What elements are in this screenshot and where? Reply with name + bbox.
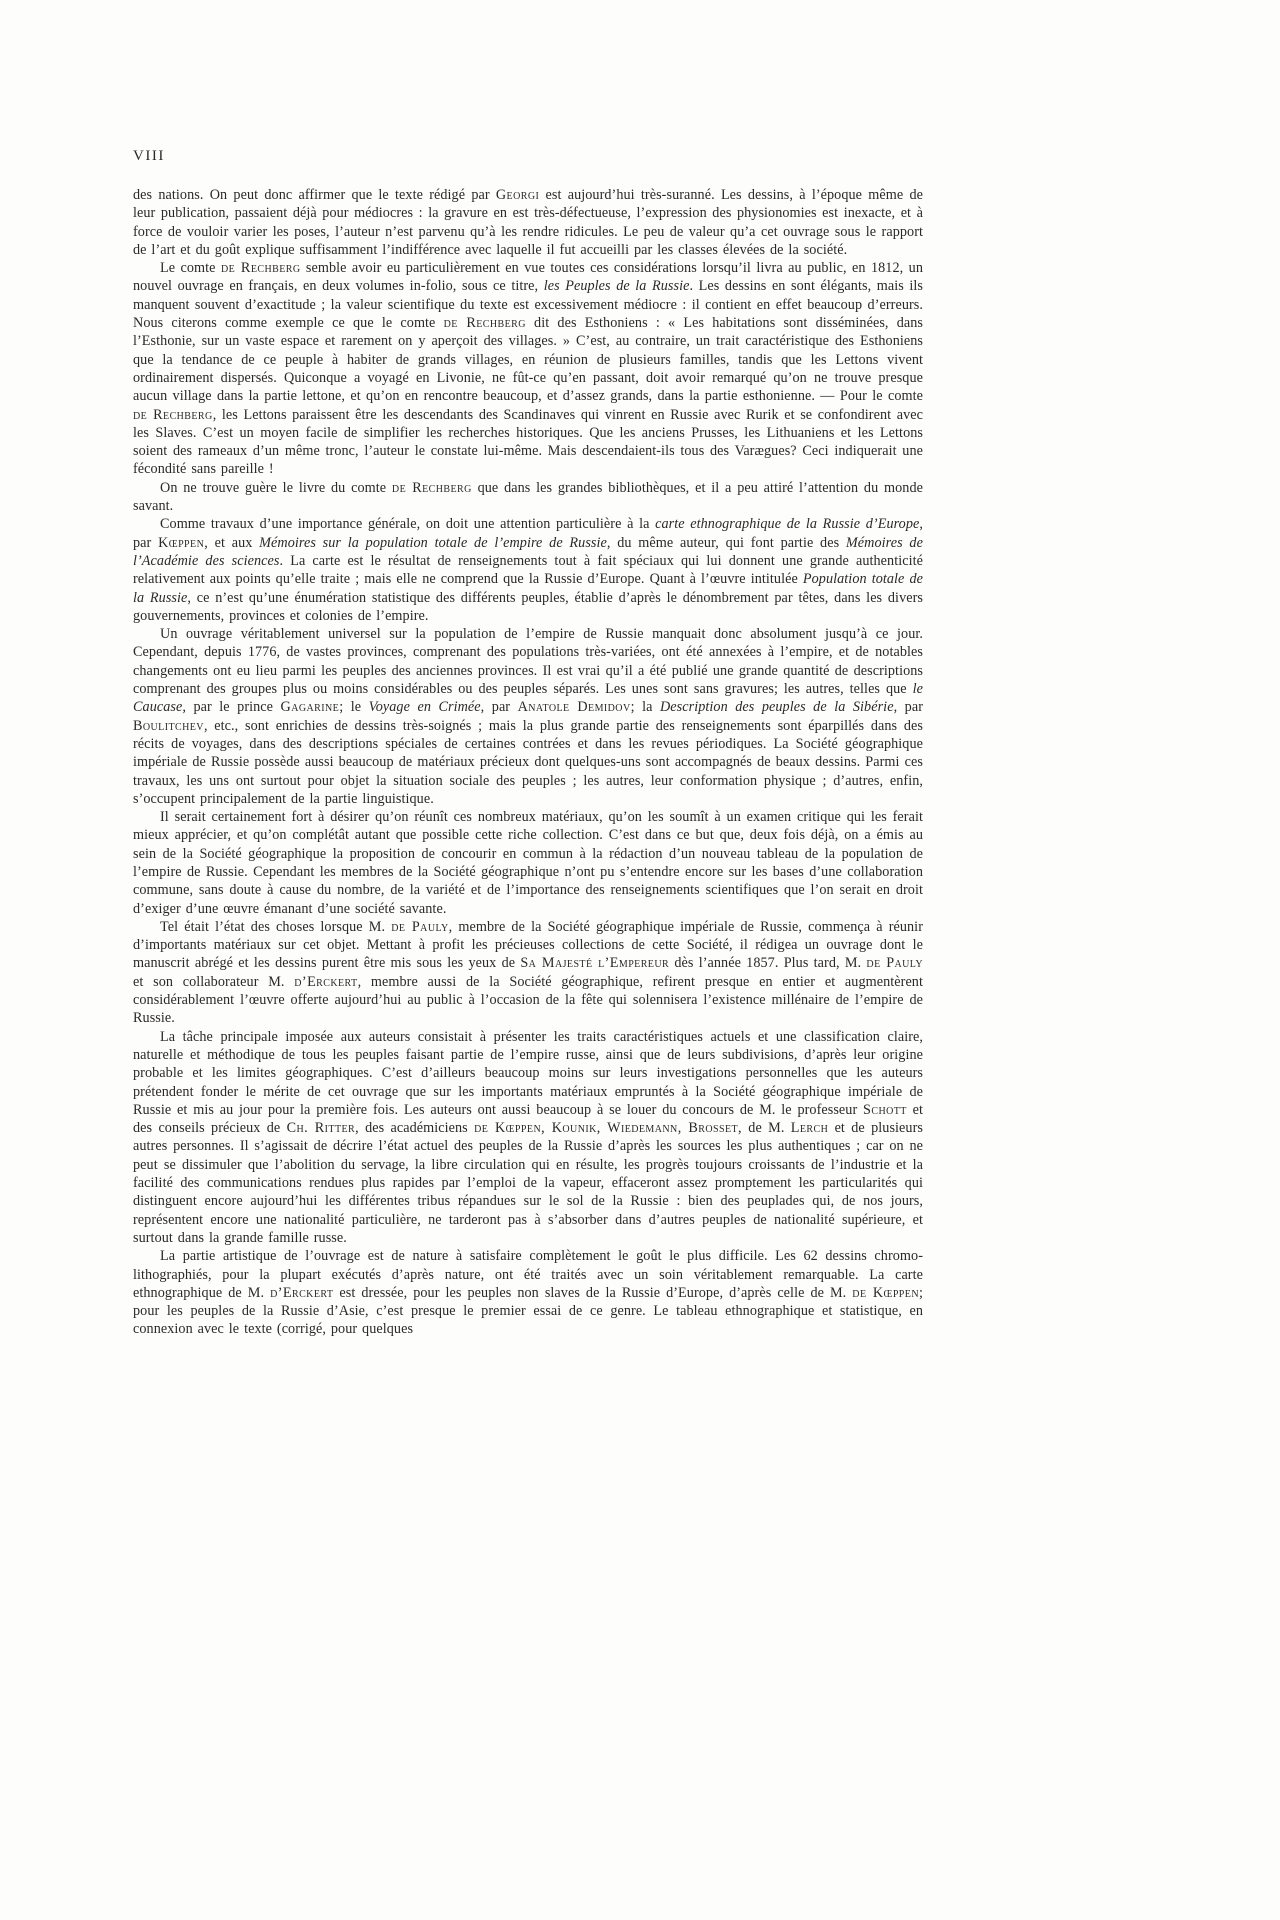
- italic-title: les Peuples de la Russie: [543, 278, 690, 295]
- text-run: et son collaborateur M.: [133, 973, 295, 990]
- small-caps-name: de Rechberg: [220, 260, 301, 277]
- small-caps-name: Georgi: [495, 187, 540, 203]
- small-caps-name: Lerch: [790, 1120, 829, 1137]
- text-run: , les Lettons paraissent être les descendants des Scandinaves qui vinrent en Russie avec Rurik et se confondirent avec les Slaves. C’est un moyen facile de simplifier les recherches historiques. Que les anciens Prusses, les Lithuaniens et les Lettons soient des rameaux d’un même tronc, l’auteur le constate lui-même. Mais descendaient-ils tous des Varægues? Ceci indiquerait une fécondité sans pareille !: [133, 406, 923, 478]
- small-caps-name: Sa Majesté l’Empereur: [520, 955, 670, 972]
- text-run: On ne trouve guère le livre du comte: [160, 479, 392, 496]
- text-run: de M.: [741, 1120, 791, 1137]
- text-run: Tel était l’état des choses lorsque M.: [160, 918, 392, 935]
- text-run: , ce n’est qu’une énumération statistique des différents peuples, établie d’après le dénombrement par têtes, dans les divers gouvernements, provinces et colonies de l’empire.: [133, 589, 923, 624]
- paragraph: [133, 625, 923, 808]
- text-run: ; le: [339, 699, 369, 716]
- text-run: , et aux: [204, 534, 260, 551]
- text-run: , du même auteur, qui font partie des: [606, 534, 846, 551]
- small-caps-name: Kœppen: [158, 534, 205, 551]
- text-run: dès l’année 1857. Plus tard, M.: [669, 955, 867, 972]
- text-run: , membre de la Société géographique impériale de Russie, commença à réunir d’importants matériaux sur cet objet. Mettant à profit les précieuses collections de cette Société, il rédigea un ouvrage dont le manuscrit abrégé et les dessins purent être mis sous les yeux de: [133, 918, 923, 972]
- small-caps-name: Anatole Demidov: [517, 699, 631, 716]
- page-number: VIII: [133, 148, 165, 164]
- italic-title: Voyage en Crimée: [368, 699, 481, 716]
- italic-title: Mémoires de l’Académie des sciences: [133, 534, 923, 569]
- italic-title: le Caucase,: [133, 681, 923, 716]
- text-run: , par: [133, 516, 924, 551]
- text-run: et des conseils précieux de: [133, 1101, 923, 1137]
- paragraph: [133, 186, 923, 259]
- text-run: ; pour les peuples de la Russie d’Asie, c’est presque le premier essai de ce genre. Le tableau ethnographique et statistique, en connexion avec le texte (corrigé, pour quelques: [133, 1284, 923, 1338]
- text-run: et de plusieurs autres personnes. Il s’agissait de décrire l’état actuel des peuples de la Russie d’après les sources les plus authentiques ; car on ne peut se dissimuler que l’abolition du servage, la libre circulation qui en résulte, les progrès toujours croissants de l’industrie et la facilité des communications rendues plus rapides par l’emploi de la vapeur, effaceront assez promptement les particularités qui distinguent encore aujourd’hui les différentes tribus répandues sur le sol de la Russie : bien des peuplades qui, de nos jours, représentent encore une nationalité particulière, ne tarderont pas à s’absorber dans d’autres peuples de nationalité supérieure, et surtout dans la grande famille russe.: [133, 1120, 923, 1246]
- text-run: La partie artistique de l’ouvrage est de nature à satisfaire complètement le goût le plus difficile. Les 62 dessins chromo-lithographiés, pour la plupart exécutés d’après nature, ont été traités avec un soin véritablement remarquable. La carte ethnographique de M.: [133, 1248, 923, 1301]
- small-caps-name: Ch. Ritter: [286, 1120, 356, 1137]
- small-caps-name: de Kœppen: [852, 1284, 919, 1301]
- text-run: Le comte: [160, 260, 221, 277]
- paragraph: [133, 1028, 923, 1248]
- text-run: , par: [480, 699, 518, 716]
- small-caps-name: de Rechberg: [133, 406, 213, 423]
- small-caps-name: de Kœppen, Kounik, Wiedemann, Brosset,: [474, 1120, 742, 1137]
- small-caps-name: de Rechberg: [443, 315, 526, 332]
- text-run: , membre aussi de la Société géographique, refirent presque en entier et augmentèrent considérablement l’œuvre offerte aujourd’hui au public à l’occasion de la fête qui solennisera l’existence millénaire de l’empire de Russie.: [133, 973, 923, 1027]
- small-caps-name: de Rechberg: [391, 479, 472, 496]
- text-run: . Les dessins en sont élégants, mais ils manquent souvent d’exactitude ; la valeur scientifique du texte est excessivement médiocre : il contient en effet beaucoup d’erreurs. Nous citerons comme exemple ce que le comte: [133, 278, 923, 332]
- text-run: , des académiciens: [355, 1120, 475, 1137]
- text-run: . La carte est le résultat de renseignements tout à fait spéciaux qui lui donnent une grande authenticité relativement aux points qu’elle traite ; mais elle ne comprend que la Russie d’Europe. Quant à l’œuvre intitulée: [133, 552, 923, 588]
- paragraph: [133, 259, 923, 479]
- text-run: Il serait certainement fort à désirer qu’on réunît ces nombreux matériaux, qu’on les soumît à un examen critique qui les ferait mieux apprécier, et qu’on complétât autant que possible cette riche collection. C’est dans ce but que, deux fois déjà, on a émis au sein de la Société géographique la proposition de concourir en commun à la rédaction d’un nouveau tableau de la population de l’empire de Russie. Cependant les membres de la Société géographique n’ont pu s’entendre encore sur les bases d’une collaboration commune, sans doute à cause du nombre, de la variété et de l’importance des renseignements scientifiques que l’on serait en droit d’exiger d’une œuvre émanant d’une société savante.: [133, 809, 923, 917]
- small-caps-name: de Pauly: [866, 955, 923, 972]
- text-run: par le prince: [185, 699, 281, 716]
- small-caps-name: Boulitchev: [133, 717, 204, 734]
- page-body: [133, 186, 923, 1339]
- paragraph: [133, 515, 923, 625]
- italic-title: Description des peuples de la Sibérie: [659, 699, 894, 716]
- paragraph: [133, 808, 923, 918]
- text-run: Un ouvrage véritablement universel sur la population de l’empire de Russie manquait donc absolument jusqu’à ce jour. Cependant, depuis 1776, de vastes provinces, comprenant des populations très-variées, ont été annexées à l’empire, et de notables changements ont eu lieu parmi les peuples des anciennes provinces. Il est vrai qu’il a été publié une grande quantité de descriptions comprenant des groupes plus ou moins considérables ou des peuples séparés. Les unes sont sans gravures; les autres, telles que: [133, 626, 923, 698]
- paragraph: [133, 918, 923, 1028]
- small-caps-name: d’Erckert: [270, 1284, 334, 1301]
- small-caps-name: Gagarine: [280, 699, 340, 716]
- text-run: La tâche principale imposée aux auteurs consistait à présenter les traits caractéristiques actuels et une classification claire, naturelle et méthodique de tous les peuples faisant partie de l’empire russe, ainsi que de leurs subdivisions, d’après leur origine probable et les limites géographiques. C’est d’ailleurs beaucoup moins sur leurs investigations personnelles que les auteurs prétendent fonder le mérite de cet ouvrage que sur les importants matériaux empruntés à la Société géographique impériale de Russie et mis au jour pour la première fois. Les auteurs ont aussi beaucoup à se louer du concours de M. le professeur: [133, 1028, 923, 1118]
- text-run: Comme travaux d’une importance générale, on doit une attention particulière à la: [160, 516, 656, 533]
- small-caps-name: de Pauly: [391, 918, 449, 935]
- text-run: que dans les grandes bibliothèques, et il a peu attiré l’attention du monde savant.: [133, 479, 923, 515]
- text-run: , par: [893, 699, 923, 716]
- text-run: est aujourd’hui très-suranné. Les dessins, à l’époque même de leur publication, passaient déjà pour médiocres : la gravure en est très-défectueuse, l’expression des physionomies est inexacte, et à force de vouloir varier les poses, l’auteur n’est parvenu qu’à les rendre ridicules. Le peu de valeur qu’a cet ouvrage sous le rapport de l’art et du goût explique suffisamment l’indifférence avec laquelle il fut accueilli par les classes élevées de la société.: [133, 187, 923, 258]
- text-run: dit des Esthoniens : « Les habitations sont disséminées, dans l’Esthonie, sur un vaste espace et rarement on y aperçoit des villages. » C’est, au contraire, un trait caractéristique des Esthoniens que la tendance de ce peuple à habiter de grands villages, en réunion de plusieurs familles, tandis que les Lettons vivent ordinairement dispersés. Quiconque a voyagé en Livonie, ne fût-ce qu’en passant, doit avoir remarqué qu’on ne trouve presque aucun village dans la partie lettone, et qu’on en rencontre beaucoup, et d’assez grands, dans la partie esthonienne. — Pour le comte: [133, 315, 923, 405]
- text-run: semble avoir eu particulièrement en vue toutes ces considérations lorsqu’il livra au public, en 1812, un nouvel ouvrage en français, en deux volumes in-folio, sous ce titre,: [133, 260, 923, 295]
- text-run: , etc., sont enrichies de dessins très-soignés ; mais la plus grande partie des renseignements sont éparpillés dans des récits de voyages, dans des descriptions spéciales de certaines contrées et dans les revues périodiques. La Société géographique impériale de Russie possède aussi beaucoup de matériaux précieux dont quelques-uns sont accompagnés de beaux dessins. Parmi ces travaux, les uns ont surtout pour objet la situation sociale des peuples ; les autres, leur conformation physique ; d’autres, enfin, s’occupent principalement de la partie linguistique.: [133, 717, 923, 807]
- paragraph: [133, 1247, 923, 1338]
- italic-title: carte ethnographique de la Russie d’Europe: [655, 516, 920, 533]
- italic-title: Population totale de la Russie: [133, 571, 924, 606]
- italic-title: Mémoires sur la population totale de l’empire de Russie: [259, 534, 607, 551]
- small-caps-name: d’Erckert: [294, 973, 358, 990]
- text-run: ; la: [630, 699, 660, 716]
- paragraph: [133, 479, 923, 516]
- small-caps-name: Schott: [863, 1101, 907, 1118]
- text-run: des nations. On peut donc affirmer que le texte rédigé par: [133, 187, 496, 203]
- text-run: est dressée, pour les peuples non slaves de la Russie d’Europe, d’après celle de M.: [333, 1284, 853, 1301]
